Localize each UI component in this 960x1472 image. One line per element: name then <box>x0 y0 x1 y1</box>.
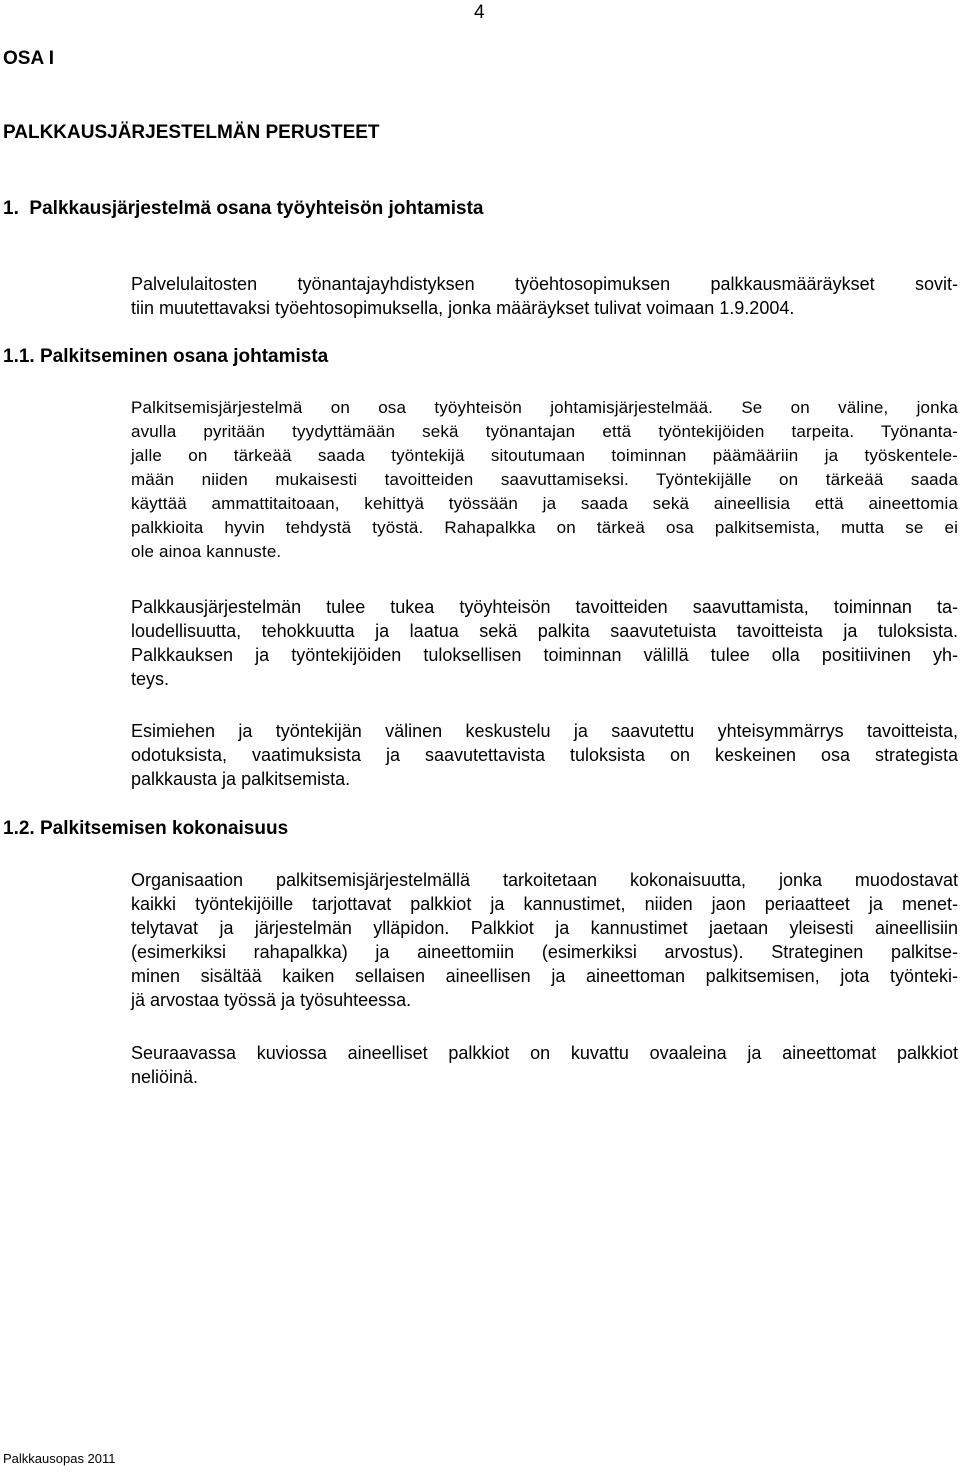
part-heading: OSA I <box>3 48 55 69</box>
section-1-title: Palkkausjärjestelmä osana työyhteisön johtamista <box>29 198 484 219</box>
section-1-2-number: 1.2. <box>3 818 35 839</box>
text-line: odotuksista, vaatimuksista ja saavutettavista tuloksista on keskeinen osa strategista <box>131 745 958 765</box>
section-1-1-heading <box>3 346 328 368</box>
section-1-2-title: Palkitsemisen kokonaisuus <box>39 818 289 839</box>
text-line: Palkitsemisjärjestelmä on osa työyhteisön johtamisjärjestelmää. Se on väline, jonka <box>131 398 958 417</box>
section-1-2-paragraph-1 <box>131 868 958 1012</box>
text-line: palkkioita hyvin tehdystä työstä. Rahapalkka on tärkeä osa palkitsemista, mutta se ei <box>131 518 958 537</box>
section-1-2-paragraph-2 <box>131 1041 958 1089</box>
text-line: neliöinä. <box>131 1067 199 1087</box>
section-1-heading <box>3 198 484 220</box>
section-1-1-paragraph-1 <box>131 396 958 564</box>
text-line: teys. <box>131 669 170 689</box>
section-1-1-number: 1.1. <box>3 346 35 367</box>
text-line: minen sisältää kaiken sellaisen aineellisen ja aineettoman palkitsemisen, jota työnteki- <box>131 966 958 986</box>
text-line: käyttää ammattitaitoaan, kehittyä työssään ja saada sekä aineellisia että aineettomia <box>131 494 958 513</box>
text-line: Organisaation palkitsemisjärjestelmällä tarkoitetaan kokonaisuutta, jonka muodostavat <box>131 870 958 890</box>
text-line: Palkkausjärjestelmän tulee tukea työyhteisön tavoitteiden saavuttamista, toiminnan ta- <box>131 597 958 617</box>
section-1-1-paragraph-2 <box>131 595 958 691</box>
section-1-number: 1. <box>3 198 19 219</box>
text-line: Esimiehen ja työntekijän välinen keskustelu ja saavutettu yhteisymmärrys tavoitteista, <box>131 721 958 741</box>
text-line: palkkausta ja palkitsemista. <box>131 769 351 789</box>
text-line: loudellisuutta, tehokkuutta ja laatua sekä palkita saavutetuista tavoitteista ja tuloksista. <box>131 621 958 641</box>
text-line: telytavat ja järjestelmän ylläpidon. Palkkiot ja kannustimet jaetaan yleisesti aineellisiin <box>131 918 958 938</box>
text-line: avulla pyritään tyydyttämään sekä työnantajan että työntekijöiden tarpeita. Työnanta- <box>131 422 958 441</box>
page-number: 4 <box>474 2 485 23</box>
text-line: kaikki työntekijöille tarjottavat palkkiot ja kannustimet, niiden jaon periaatteet ja menet- <box>131 894 958 914</box>
text-line: tiin muutettavaksi työehtosopimuksella, jonka määräykset tulivat voimaan 1.9.2004. <box>131 298 795 318</box>
section-1-2-heading <box>3 818 288 840</box>
text-line: jä arvostaa työssä ja työsuhteessa. <box>131 990 412 1010</box>
text-line: Seuraavassa kuviossa aineelliset palkkiot on kuvattu ovaaleina ja aineettomat palkkiot <box>131 1043 958 1063</box>
text-line: Palvelulaitosten työnantajayhdistyksen työehtosopimuksen palkkausmääräykset sovit- <box>131 274 958 294</box>
text-line: Palkkauksen ja työntekijöiden tuloksellisen toiminnan välillä tulee olla positiivinen yh- <box>131 645 958 665</box>
section-1-paragraph <box>131 272 958 320</box>
footer: Palkkausopas 2011 <box>3 1451 116 1466</box>
text-line: (esimerkiksi rahapalkka) ja aineettomiin (esimerkiksi arvostus). Strateginen palkitse- <box>131 942 958 962</box>
section-1-1-paragraph-3 <box>131 719 958 791</box>
text-line: ole ainoa kannuste. <box>131 542 282 561</box>
text-line: jalle on tärkeää saada työntekijä sitoutumaan toiminnan päämääriin ja työskentele- <box>131 446 958 465</box>
part-title: PALKKAUSJÄRJESTELMÄN PERUSTEET <box>3 122 380 143</box>
text-line: mään niiden mukaisesti tavoitteiden saavuttamiseksi. Työntekijälle on tärkeää saada <box>131 470 958 489</box>
section-1-1-title: Palkitseminen osana johtamista <box>39 346 329 367</box>
